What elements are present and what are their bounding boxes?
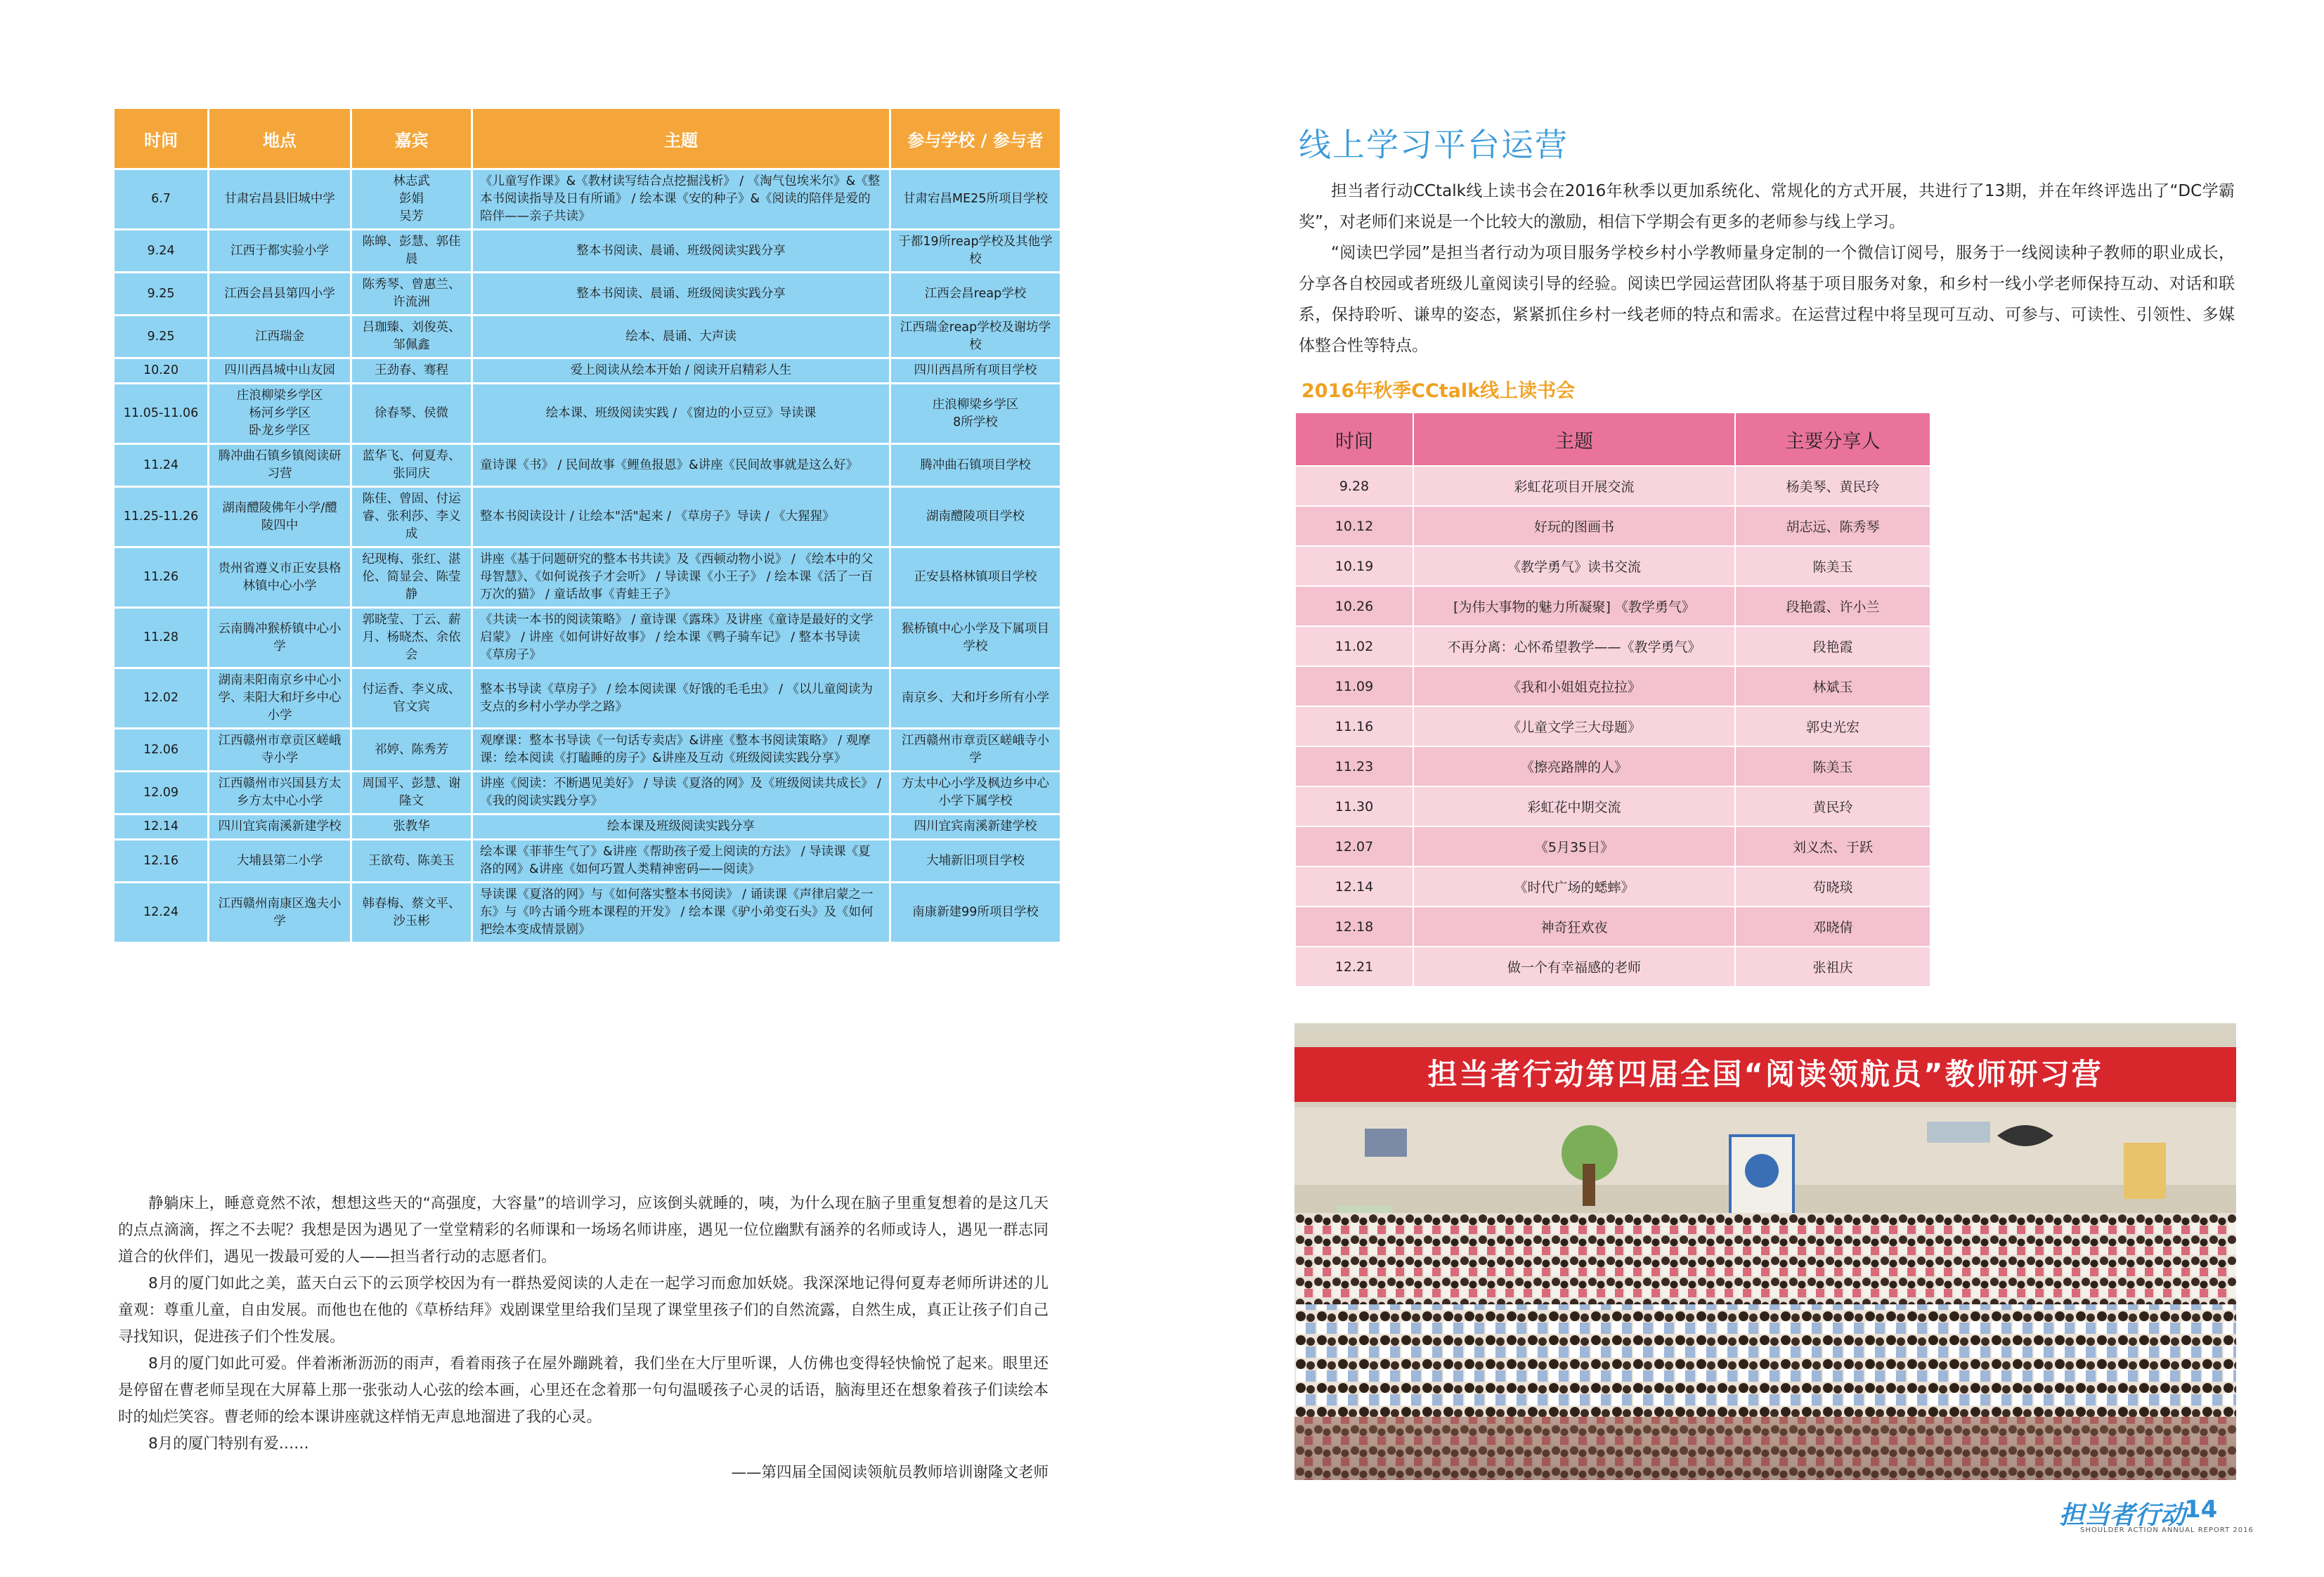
cell-topic: 《儿童写作课》&《教材读写结合点挖掘浅析》 / 《淘气包埃米尔》&《整本书阅读指导及日有所诵》 / 绘本课《安的种子》&《阅读的陪伴是爱的陪伴——亲子共读》 xyxy=(472,169,890,230)
cell-place: 江西于都实验小学 xyxy=(209,230,351,273)
cell-place: 腾冲曲石镇乡镇阅读研习营 xyxy=(209,444,351,487)
table-row xyxy=(1295,706,1930,746)
cell-speaker: 林斌玉 xyxy=(1735,666,1930,706)
cell-school: 江西会昌reap学校 xyxy=(890,273,1061,316)
cell-place: 云南腾冲猴桥镇中心小学 xyxy=(209,608,351,668)
cell-time: 9.24 xyxy=(114,230,209,273)
cell-time: 12.24 xyxy=(114,883,209,943)
header-place: 地点 xyxy=(209,108,351,169)
cell-time: 11.23 xyxy=(1295,746,1413,786)
cell-time: 10.12 xyxy=(1295,506,1413,546)
cell-topic: 爱上阅读从绘本开始 / 阅读开启精彩人生 xyxy=(472,358,890,384)
cell-speaker: 张祖庆 xyxy=(1735,947,1930,987)
cell-time: 10.19 xyxy=(1295,546,1413,586)
cell-topic: 绘本、晨诵、大声读 xyxy=(472,316,890,358)
table-row xyxy=(114,729,1061,772)
section-body xyxy=(1299,176,2235,361)
table-row xyxy=(114,608,1061,668)
cell-school: 四川宜宾南溪新建学校 xyxy=(890,815,1061,840)
cell-speaker: 邓晓倩 xyxy=(1735,907,1930,947)
table-row xyxy=(114,358,1061,384)
cell-time: 11.16 xyxy=(1295,706,1413,746)
cell-guest: 付运香、李义成、官文宾 xyxy=(351,668,472,729)
cell-place: 江西赣州市兴国县方太乡方太中心小学 xyxy=(209,772,351,815)
header-topic: 主题 xyxy=(1413,413,1735,466)
essay-paragraph: 8月的厦门如此可爱。伴着淅淅沥沥的雨声，看着雨孩子在屋外蹦跳着，我们坐在大厅里听课，人仿佛也变得轻快愉悦了起来。眼里还是停留在曹老师呈现在大屏幕上那一张张动人心弦的绘本画，心里还在念着那一句句温暖孩子心灵的话语，脑海里还在想象着孩子们读绘本时的灿烂笑容。曹老师的绘本课讲座就这样悄无声息地溜进了我的心灵。 xyxy=(118,1355,1049,1426)
cell-school: 南京乡、大和圩乡所有小学 xyxy=(890,668,1061,729)
cell-guest: 陈佳、曾固、付运睿、张利莎、李义成 xyxy=(351,487,472,547)
body-paragraph: “阅读巴学园”是担当者行动为项目服务学校乡村小学教师量身定制的一个微信订阅号，服务于一线阅读种子教师的职业成长，分享各自校园或者班级儿童阅读引导的经验。阅读巴学园运营团队将基于项目服务对象，和乡村一线小学老师保持互动、对话和联系，保持聆听、谦卑的姿态，紧紧抓住乡村一线老师的特点和需求。在运营过程中将呈现可互动、可参与、可读性、引领性、多媒体整合性等特点。 xyxy=(1299,244,2235,355)
cell-time: 12.07 xyxy=(1295,826,1413,867)
cell-topic: 绘本课及班级阅读实践分享 xyxy=(472,815,890,840)
table-row xyxy=(1295,867,1930,907)
cell-time: 11.05-11.06 xyxy=(114,384,209,444)
cell-topic: 好玩的图画书 xyxy=(1413,506,1735,546)
logo-subtitle: SHOULDER ACTION ANNUAL REPORT 2016 xyxy=(2080,1526,2254,1534)
section-title: 线上学习平台运营 xyxy=(1299,126,1569,164)
table-row xyxy=(1295,626,1930,666)
cell-place: 江西瑞金 xyxy=(209,316,351,358)
cell-guest: 王欲苟、陈美玉 xyxy=(351,840,472,883)
table-row xyxy=(114,316,1061,358)
cell-speaker: 段艳霞、许小兰 xyxy=(1735,586,1930,626)
essay-paragraph: 8月的厦门特别有爱…… xyxy=(148,1435,309,1453)
table-row xyxy=(1295,586,1930,626)
table-row xyxy=(1295,907,1930,947)
cell-school: 南康新建99所项目学校 xyxy=(890,883,1061,943)
logo-text: 担当者行动 xyxy=(2059,1501,2186,1530)
cell-topic: 童诗课《书》 / 民间故事《鲤鱼报恩》&讲座《民间故事就是这么好》 xyxy=(472,444,890,487)
cell-guest: 蓝华飞、何夏寿、张同庆 xyxy=(351,444,472,487)
cell-guest: 祁婷、陈秀芳 xyxy=(351,729,472,772)
cell-time: 9.28 xyxy=(1295,466,1413,506)
table-subtitle: 2016年秋季CCtalk线上读书会 xyxy=(1301,380,1576,402)
header-time: 时间 xyxy=(1295,413,1413,466)
cell-school: 大埔新旧项目学校 xyxy=(890,840,1061,883)
cell-topic: 导读课《夏洛的网》与《如何落实整本书阅读》 / 诵读课《声律启蒙之一东》与《吟古诵今班本课程的开发》 / 绘本课《驴小弟变石头》及《如何把绘本变成情景剧》 xyxy=(472,883,890,943)
cell-topic: 《教学勇气》读书交流 xyxy=(1413,546,1735,586)
cell-guest: 韩春梅、蔡文平、沙玉彬 xyxy=(351,883,472,943)
cell-place: 江西赣州南康区逸夫小学 xyxy=(209,883,351,943)
cell-school: 于都19所reap学校及其他学校 xyxy=(890,230,1061,273)
cell-time: 12.14 xyxy=(114,815,209,840)
cell-time: 11.30 xyxy=(1295,786,1413,826)
essay-paragraph: 静躺床上，睡意竟然不浓，想想这些天的“高强度，大容量”的培训学习，应该倒头就睡的，咦，为什么现在脑子里重复想着的是这几天的点点滴滴，挥之不去呢？我想是因为遇见了一堂堂精彩的名师课和一场场名师讲座，遇见一位位幽默有涵养的名师或诗人，遇见一群志同道合的伙伴们，遇见一拨最可爱的人——担当者行动的志愿者们。 xyxy=(118,1195,1049,1266)
cell-time: 11.25-11.26 xyxy=(114,487,209,547)
cell-topic: 《我和小姐姐克拉拉》 xyxy=(1413,666,1735,706)
cell-topic: 绘本课《菲菲生气了》&讲座《帮助孩子爱上阅读的方法》 / 导读课《夏洛的网》&讲座《如何巧置人类精神密码——阅读》 xyxy=(472,840,890,883)
cell-topic: 《时代广场的蟋蟀》 xyxy=(1413,867,1735,907)
cell-time: 12.02 xyxy=(114,668,209,729)
cell-topic: 观摩课：整本书导读《一句话专卖店》&讲座《整本书阅读策略》 / 观摩课：绘本阅读《打瞌睡的房子》&讲座及互动《班级阅读实践分享》 xyxy=(472,729,890,772)
table-row xyxy=(114,840,1061,883)
cell-school: 甘肃宕昌ME25所项目学校 xyxy=(890,169,1061,230)
cell-time: 11.02 xyxy=(1295,626,1413,666)
cell-speaker: 刘义杰、于跃 xyxy=(1735,826,1930,867)
cell-school: 正安县格林镇项目学校 xyxy=(890,547,1061,608)
cell-school: 江西瑞金reap学校及谢坊学校 xyxy=(890,316,1061,358)
table-row xyxy=(1295,746,1930,786)
cell-topic: 神奇狂欢夜 xyxy=(1413,907,1735,947)
cell-topic: 彩虹花中期交流 xyxy=(1413,786,1735,826)
table-row xyxy=(114,883,1061,943)
cell-time: 11.24 xyxy=(114,444,209,487)
table-row xyxy=(114,772,1061,815)
cell-topic: 《共读一本书的阅读策略》 / 童诗课《露珠》及讲座《童诗是最好的文学启蒙》 / 讲座《如何讲好故事》 / 绘本课《鸭子骑车记》 / 整本书导读《草房子》 xyxy=(472,608,890,668)
cell-time: 12.09 xyxy=(114,772,209,815)
group-photo xyxy=(1294,1023,2236,1480)
table-row xyxy=(1295,947,1930,987)
cell-guest: 郭晓莹、丁云、薪月、杨晓杰、余依会 xyxy=(351,608,472,668)
table-row xyxy=(1295,666,1930,706)
cell-topic: 讲座《基于问题研究的整本书共读》及《西顿动物小说》 / 《绘本中的父母智慧》、《如何说孩子才会听》 / 导读课《小王子》 / 绘本课《活了一百万次的猫》 / 童话故事《青蛙王子》 xyxy=(472,547,890,608)
table-row xyxy=(114,169,1061,230)
header-topic: 主题 xyxy=(472,108,890,169)
cell-speaker: 陈美玉 xyxy=(1735,746,1930,786)
table-row xyxy=(114,815,1061,840)
cell-place: 湖南醴陵佛年小学/醴陵四中 xyxy=(209,487,351,547)
page-number: 14 xyxy=(2184,1495,2218,1524)
cell-school: 庄浪柳梁乡学区 8所学校 xyxy=(890,384,1061,444)
cell-place: 庄浪柳梁乡学区 杨河乡学区 卧龙乡学区 xyxy=(209,384,351,444)
cell-school: 猴桥镇中心小学及下属项目学校 xyxy=(890,608,1061,668)
cell-speaker: 段艳霞 xyxy=(1735,626,1930,666)
cell-topic: 讲座《阅读：不断遇见美好》 / 导读《夏洛的网》及《班级阅读共成长》 / 《我的阅读实践分享》 xyxy=(472,772,890,815)
cell-topic: 绘本课、班级阅读实践 / 《窗边的小豆豆》导读课 xyxy=(472,384,890,444)
cell-speaker: 陈美玉 xyxy=(1735,546,1930,586)
header-speaker: 主要分享人 xyxy=(1735,413,1930,466)
table-header-row xyxy=(1295,413,1930,466)
cell-guest: 周国平、彭慧、谢隆文 xyxy=(351,772,472,815)
cell-time: 12.14 xyxy=(1295,867,1413,907)
cell-guest: 徐春琴、侯微 xyxy=(351,384,472,444)
cell-time: 9.25 xyxy=(114,316,209,358)
cell-time: 11.26 xyxy=(114,547,209,608)
cell-school: 湖南醴陵项目学校 xyxy=(890,487,1061,547)
cell-topic: 不再分离：心怀希望教学——《教学勇气》 xyxy=(1413,626,1735,666)
table-row xyxy=(1295,786,1930,826)
table-row xyxy=(1295,466,1930,506)
cell-guest: 王劲春、骞程 xyxy=(351,358,472,384)
cell-topic: [为伟大事物的魅力所凝聚] 《教学勇气》 xyxy=(1413,586,1735,626)
reflection-essay xyxy=(118,1190,1049,1458)
cell-guest: 纪现梅、张红、湛伦、简显会、陈莹静 xyxy=(351,547,472,608)
table-row xyxy=(114,487,1061,547)
body-paragraph: 担当者行动CCtalk线上读书会在2016年秋季以更加系统化、常规化的方式开展，共进行了13期，并在年终评选出了“DC学霸奖”，对老师们来说是一个比较大的激励，相信下学期会有更多的老师参与线上学习。 xyxy=(1299,182,2235,231)
table-row xyxy=(1295,506,1930,546)
cell-place: 贵州省遵义市正安县格林镇中心小学 xyxy=(209,547,351,608)
table-row xyxy=(114,444,1061,487)
table-row xyxy=(114,273,1061,316)
table-row xyxy=(1295,546,1930,586)
cell-topic: 整本书阅读、晨诵、班级阅读实践分享 xyxy=(472,273,890,316)
cell-speaker: 胡志远、陈秀琴 xyxy=(1735,506,1930,546)
essay-paragraph: 8月的厦门如此之美，蓝天白云下的云顶学校因为有一群热爱阅读的人走在一起学习而愈加妖娆。我深深地记得何夏寿老师所讲述的儿童观：尊重儿童，自由发展。而他也在他的《草桥结拜》戏剧课堂里给我们呈现了课堂里孩子们的自然流露，自然生成，真正让孩子们自己寻找知识，促进孩子们个性发展。 xyxy=(118,1275,1049,1346)
cell-time: 12.18 xyxy=(1295,907,1413,947)
cell-speaker: 苟晓琰 xyxy=(1735,867,1930,907)
essay-signature: ——第四届全国阅读领航员教师培训谢隆文老师 xyxy=(731,1464,1049,1481)
cell-time: 11.28 xyxy=(114,608,209,668)
photo-banner: 担当者行动第四届全国“阅读领航员”教师研习营 xyxy=(1294,1047,2236,1102)
table-header-row xyxy=(114,108,1061,169)
cell-speaker: 黄民玲 xyxy=(1735,786,1930,826)
header-guest: 嘉宾 xyxy=(351,108,472,169)
header-time: 时间 xyxy=(114,108,209,169)
cell-time: 9.25 xyxy=(114,273,209,316)
table-row xyxy=(114,668,1061,729)
cell-time: 12.21 xyxy=(1295,947,1413,987)
cell-time: 10.26 xyxy=(1295,586,1413,626)
cell-place: 江西赣州市章贡区嵯峨寺小学 xyxy=(209,729,351,772)
cell-topic: 彩虹花项目开展交流 xyxy=(1413,466,1735,506)
cell-school: 江西赣州市章贡区嵯峨寺小学 xyxy=(890,729,1061,772)
cell-time: 11.09 xyxy=(1295,666,1413,706)
cell-place: 四川西昌城中山友园 xyxy=(209,358,351,384)
cell-topic: 《5月35日》 xyxy=(1413,826,1735,867)
table-row xyxy=(114,230,1061,273)
cell-topic: 整本书导读《草房子》 / 绘本阅读课《好饿的毛毛虫》 / 《以儿童阅读为支点的乡村小学办学之路》 xyxy=(472,668,890,729)
cell-topic: 做一个有幸福感的老师 xyxy=(1413,947,1735,987)
cell-topic: 整本书阅读、晨诵、班级阅读实践分享 xyxy=(472,230,890,273)
cell-guest: 吕珈臻、刘俊英、邹佩鑫 xyxy=(351,316,472,358)
cell-place: 大埔县第二小学 xyxy=(209,840,351,883)
cell-time: 10.20 xyxy=(114,358,209,384)
cell-speaker: 郭史光宏 xyxy=(1735,706,1930,746)
header-school: 参与学校 / 参与者 xyxy=(890,108,1061,169)
cell-time: 6.7 xyxy=(114,169,209,230)
cell-time: 12.16 xyxy=(114,840,209,883)
training-schedule-table xyxy=(112,107,1062,944)
cell-speaker: 杨美琴、黄民玲 xyxy=(1735,466,1930,506)
cell-school: 腾冲曲石镇项目学校 xyxy=(890,444,1061,487)
table-row xyxy=(114,547,1061,608)
cell-school: 方太中心小学及枫边乡中心小学下属学校 xyxy=(890,772,1061,815)
cell-guest: 林志武 彭娟 吴芳 xyxy=(351,169,472,230)
cell-guest: 张教华 xyxy=(351,815,472,840)
cell-school: 四川西昌所有项目学校 xyxy=(890,358,1061,384)
cell-topic: 《擦亮路牌的人》 xyxy=(1413,746,1735,786)
cell-topic: 《儿童文学三大母题》 xyxy=(1413,706,1735,746)
cell-place: 甘肃宕昌县旧城中学 xyxy=(209,169,351,230)
cell-place: 湖南耒阳南京乡中心小学、耒阳大和圩乡中心小学 xyxy=(209,668,351,729)
table-row xyxy=(114,384,1061,444)
cell-time: 12.06 xyxy=(114,729,209,772)
cell-topic: 整本书阅读设计 / 让绘本"活"起来 / 《草房子》导读 / 《大猩猩》 xyxy=(472,487,890,547)
cell-place: 四川宜宾南溪新建学校 xyxy=(209,815,351,840)
table-row xyxy=(1295,826,1930,867)
cell-guest: 陈皞、彭慧、郭佳晨 xyxy=(351,230,472,273)
cell-guest: 陈秀琴、曾惠兰、许流洲 xyxy=(351,273,472,316)
cell-place: 江西会昌县第四小学 xyxy=(209,273,351,316)
cctalk-schedule-table xyxy=(1294,412,1931,987)
